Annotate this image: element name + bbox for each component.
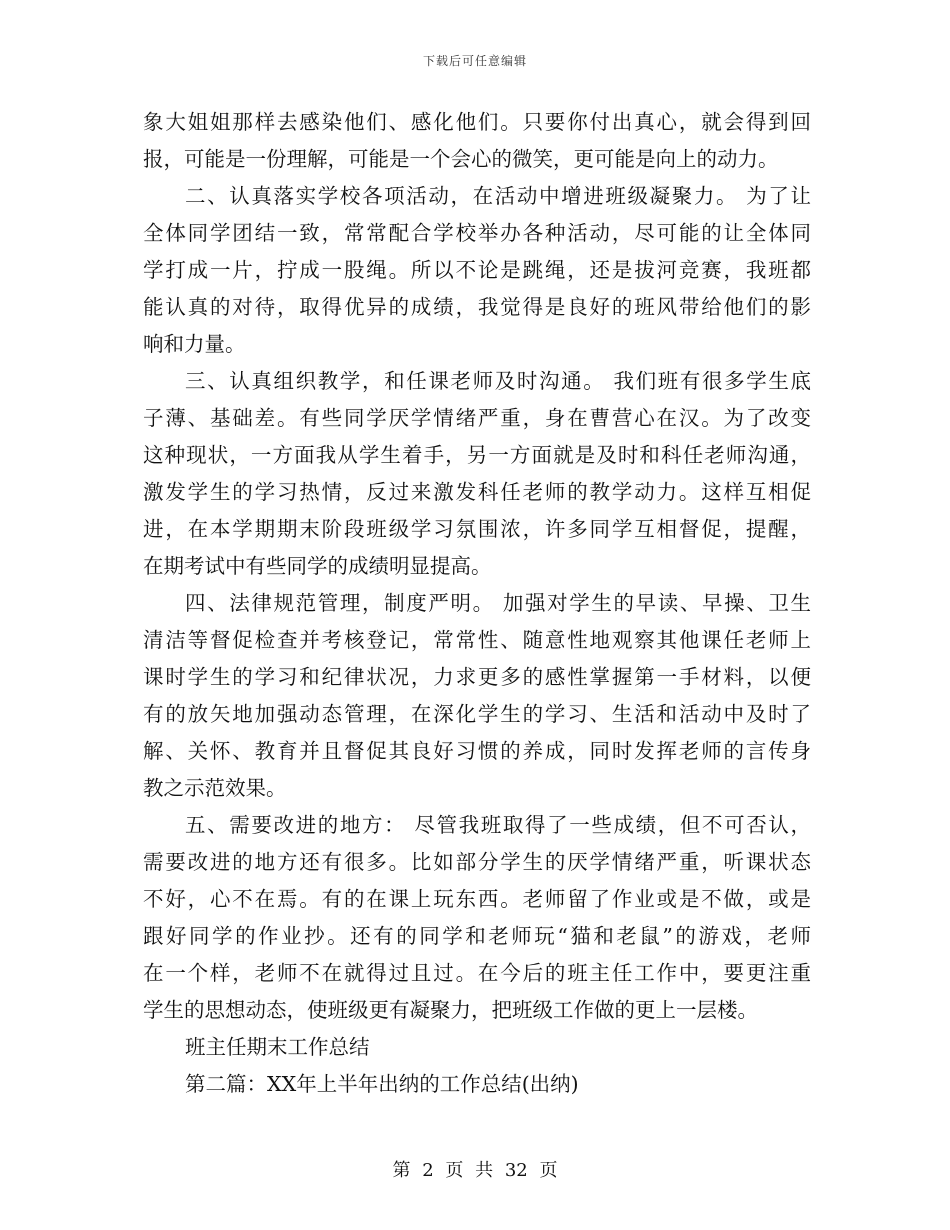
text-line: 能认真的对待，取得优异的成绩，我觉得是良好的班风带给他们的影 [143,295,811,319]
text-line: 教之示范效果。 [143,776,287,800]
text-line: 学生的思想动态，使班级更有凝聚力，把班级工作做的更上一层楼。 [143,998,758,1022]
text-line: 有的放矢地加强动态管理，在深化学生的学习、生活和活动中及时了 [143,702,811,726]
text-line: 解、关怀、教育并且督促其良好习惯的养成，同时发挥老师的言传身 [143,739,811,763]
text-line: 清洁等督促检查并考核登记，常常性、随意性地观察其他课任老师上 [143,628,811,652]
section-heading: 第二篇：XX年上半年出纳的工作总结(出纳) [185,1072,579,1096]
text-line: 二、认真落实学校各项活动，在活动中增进班级凝聚力。 为了让 [185,184,811,208]
text-line: 响和力量。 [143,332,246,356]
document-body [143,104,811,1103]
text-line: 这种现状，一方面我从学生着手，另一方面就是及时和科任老师沟通， [143,443,811,467]
text-line: 在一个样，老师不在就得过且过。在今后的班主任工作中，要更注重 [143,961,811,985]
text-line: 在期考试中有些同学的成绩明显提高。 [143,554,492,578]
text-line: 全体同学团结一致，常常配合学校举办各种活动，尽可能的让全体同 [143,221,811,245]
text-line: 需要改进的地方还有很多。比如部分学生的厌学情绪严重，听课状态 [143,850,811,874]
page-header: 下载后可任意编辑 [422,54,527,68]
text-line: 学打成一片，拧成一股绳。所以不论是跳绳，还是拔河竞赛，我班都 [143,258,811,282]
page-number: 第 2 页 共 32 页 [392,1160,558,1181]
text-line: 三、认真组织教学，和任课老师及时沟通。 我们班有很多学生底 [185,369,811,393]
text-line: 激发学生的学习热情，反过来激发科任老师的教学动力。这样互相促 [143,480,811,504]
text-line: 四、法律规范管理，制度严明。 加强对学生的早读、早操、卫生 [185,591,811,615]
text-line: 象大姐姐那样去感染他们、感化他们。只要你付出真心，就会得到回 [143,110,811,134]
text-line: 五、需要改进的地方： 尽管我班取得了一些成绩，但不可否认， [185,813,811,837]
text-line: 课时学生的学习和纪律状况，力求更多的感性掌握第一手材料，以便 [143,665,811,689]
text-line: 子薄、基础差。有些同学厌学情绪严重，身在曹营心在汉。为了改变 [143,406,811,430]
text-line: 报，可能是一份理解，可能是一个会心的微笑，更可能是向上的动力。 [143,147,779,171]
text-line: 跟好同学的作业抄。还有的同学和老师玩“猫和老鼠”的游戏，老师 [143,924,811,948]
text-line: 不好，心不在焉。有的在课上玩东西。老师留了作业或是不做，或是 [143,887,811,911]
text-line: 进，在本学期期末阶段班级学习氛围浓，许多同学互相督促，提醒， [143,517,811,541]
section-title: 班主任期末工作总结 [185,1035,370,1059]
